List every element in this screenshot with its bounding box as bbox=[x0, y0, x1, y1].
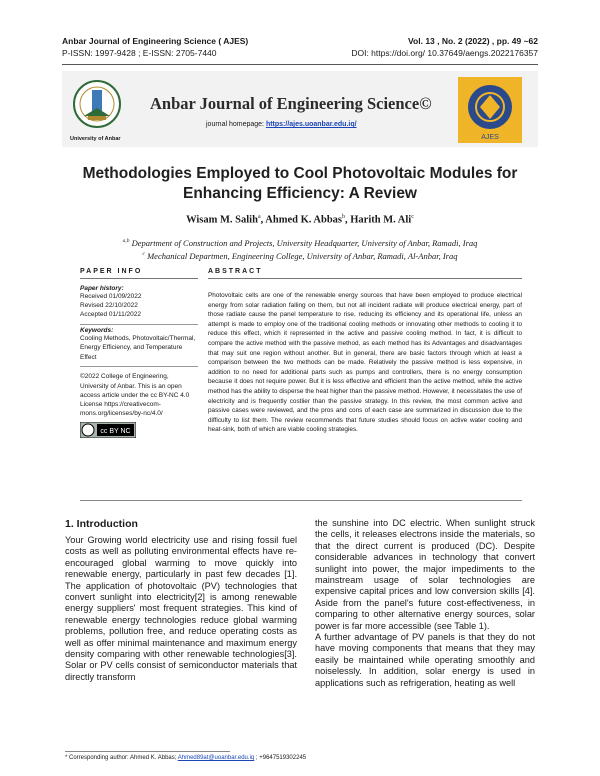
affiliation-1: $^{a,b}$ Department of Construction and Projects, University Headquarter, University of Anbar, Ramadi, Iraq bbox=[122, 237, 478, 248]
abstract-text: Photovoltaic cells are one of the renewable energy sources that have been employed to produce electrical energy from solar radiation falling on them, but not all incident radiate will produce electrical energy, part of those radiate cause the panel temperature to rise, reducing its efficiency and its operational life, unless an attempt is made to employ one of the traditional cooling methods or innovating other methods to cooling it to reduce this effect, which it represented in the active and passive cooling method. In fact, it is difficult to compare the active method with the passive method, as each method has its Advantages and disadvantages that may suit one region without another. But in general, there are basic factors through which at least a comparison between the two methods can be made. Relatively the passive method is less expensive, in addition to no need for additional parts such as pumps and controllers, there is no energy consumption because it does not require power. But it is less effective and efficient than the active method, while the active method has the ability to disperse the heat higher than the passive method. However, it necessitates the use of electricity and is frequently costlier than the passive strategy. In this review, the most common active and passive cases were reviewed, and the pros and cons of each case are summarized in discussion due to the difficulty to list them. The review recommends that future studies should focus on active water cooling and heat-sink, both of which are viable cooling strategies. bbox=[208, 292, 522, 434]
homepage-link[interactable]: https://ajes.uoanbar.edu.iq/ bbox=[265, 121, 357, 128]
corresponding-author-footnote: * Corresponding author: Ahmed K. Abbas; Ahmed89at@uoanbar.edu.iq ; +9647519302245 bbox=[65, 755, 307, 761]
author-email-link[interactable]: Ahmed89at@uoanbar.edu.iq bbox=[177, 755, 255, 761]
university-logo-icon bbox=[70, 78, 124, 134]
affiliation-2: $^c$ Mechanical Departmen, Engineering College, University of Anbar, Ramadi, Al-Anbar, Iraq bbox=[142, 250, 458, 261]
keywords-label: Keywords: bbox=[80, 327, 114, 335]
doi: DOI: https://doi.org/ 10.37649/aengs.2022176357 bbox=[351, 48, 538, 58]
author-list: Wisam M. Salih$^a$, Ahmed K. Abbas$^b$, Harith M. Ali$^c$ bbox=[186, 214, 414, 226]
author-1: Wisam M. Salih bbox=[186, 214, 258, 226]
copyright-notice: ©2022 College of Engineering, University of Anbar. This is an open access article under the cc BY-NC 4.0 License https://creativecom-mons.org/licenses/by-nc/4.0/ bbox=[80, 373, 190, 418]
journal-name: Anbar Journal of Engineering Science ( AJES) bbox=[62, 36, 249, 46]
section-divider bbox=[80, 500, 522, 501]
issn: P-ISSN: 1997-9428 ; E-ISSN: 2705-7440 bbox=[62, 48, 217, 58]
history-label: Paper history: bbox=[80, 285, 124, 292]
cc-license-icon[interactable] bbox=[80, 422, 136, 438]
affiliations bbox=[80, 236, 520, 262]
paper-info-heading: PAPER INFO bbox=[80, 268, 198, 279]
accepted-date: Accepted 01/11/2022 bbox=[80, 311, 141, 319]
intro-right-paragraph-2: A further advantage of PV panels is that they do not have moving components that means that they may easily be maintained while operating smoothly and noiselessly. In addition, solar energy is used in applications such as refrigeration, heating as well bbox=[315, 632, 535, 688]
footnote-divider bbox=[65, 751, 230, 752]
title-line-2: Enhancing Efficiency: A Review bbox=[183, 185, 417, 202]
paper-info-panel bbox=[80, 268, 198, 443]
header-divider bbox=[62, 64, 538, 65]
abstract-heading: ABSTRACT bbox=[208, 268, 522, 279]
homepage-label: journal homepage: bbox=[206, 121, 266, 128]
logo-caption: University of Anbar bbox=[70, 136, 121, 142]
journal-homepage bbox=[206, 121, 357, 128]
ajes-logo-text: AJES bbox=[481, 134, 499, 141]
introduction-heading: 1. Introduction bbox=[65, 518, 138, 530]
ajes-logo-icon bbox=[458, 77, 522, 143]
author-2: Ahmed K. Abbas bbox=[265, 214, 343, 226]
abstract-panel bbox=[208, 268, 522, 435]
info-divider bbox=[80, 324, 198, 325]
author-3: Harith M. Ali bbox=[350, 214, 412, 226]
volume-info: Vol. 13 , No. 2 (2022) , pp. 49 ~62 bbox=[408, 36, 538, 46]
paper-title bbox=[80, 164, 520, 204]
received-date: Received 01/09/2022 bbox=[80, 293, 142, 300]
intro-right-column bbox=[315, 518, 535, 689]
keywords: Cooling Methods, Photovoltaic/Thermal, Energy Efficiency, and Temperature Effect bbox=[80, 335, 196, 361]
journal-header bbox=[62, 35, 248, 59]
revised-date: Revised 22/10/2022 bbox=[80, 302, 138, 310]
info-divider-2 bbox=[80, 366, 198, 367]
intro-left-column: Your Growing world electricity use and rising fossil fuel costs as well as polluting environmental effects have re-encouraged global warming to move quickly into renewable energy, particularly in past few decades [1]. The application of photovoltaic (PV) technologies that convert sunlight into electricity[2] is among renewable energy suppliers' most frequent strategies. This kind of renewable energy technologies reduce global warming problems, pollution free, and reduce operating costs as well as offer minimal maintenance and maximum energy density comparing with other renewable technologies[3]. Solar or PV cells consist of semiconductor materials that directly transform bbox=[65, 535, 297, 682]
author-1-sup: a bbox=[257, 214, 261, 220]
title-line-1: Methodologies Employed to Cool Photovoltaic Modules for bbox=[82, 165, 518, 182]
author-2-sup: b bbox=[342, 214, 346, 220]
author-3-sup: c bbox=[411, 214, 414, 220]
cc-badge-text: cc BY NC bbox=[100, 428, 131, 436]
journal-title: Anbar Journal of Engineering Science© bbox=[150, 94, 432, 113]
intro-right-paragraph-1: the sunshine into DC electric. When sunlight struck the cells, it releases electrons inside the materials, so that the direct current is produced (DC). Despite considerable advances in technology that convert sunlight into power, the major impediments to the mainstream usage of solar technologies are expensive capital prices and low conversion skills [4]. Aside from the panel's future cost-effectiveness, in comparing to other alternative energy sources, solar power is far more accessible (see Table 1). bbox=[315, 518, 535, 631]
issue-header bbox=[351, 35, 538, 59]
